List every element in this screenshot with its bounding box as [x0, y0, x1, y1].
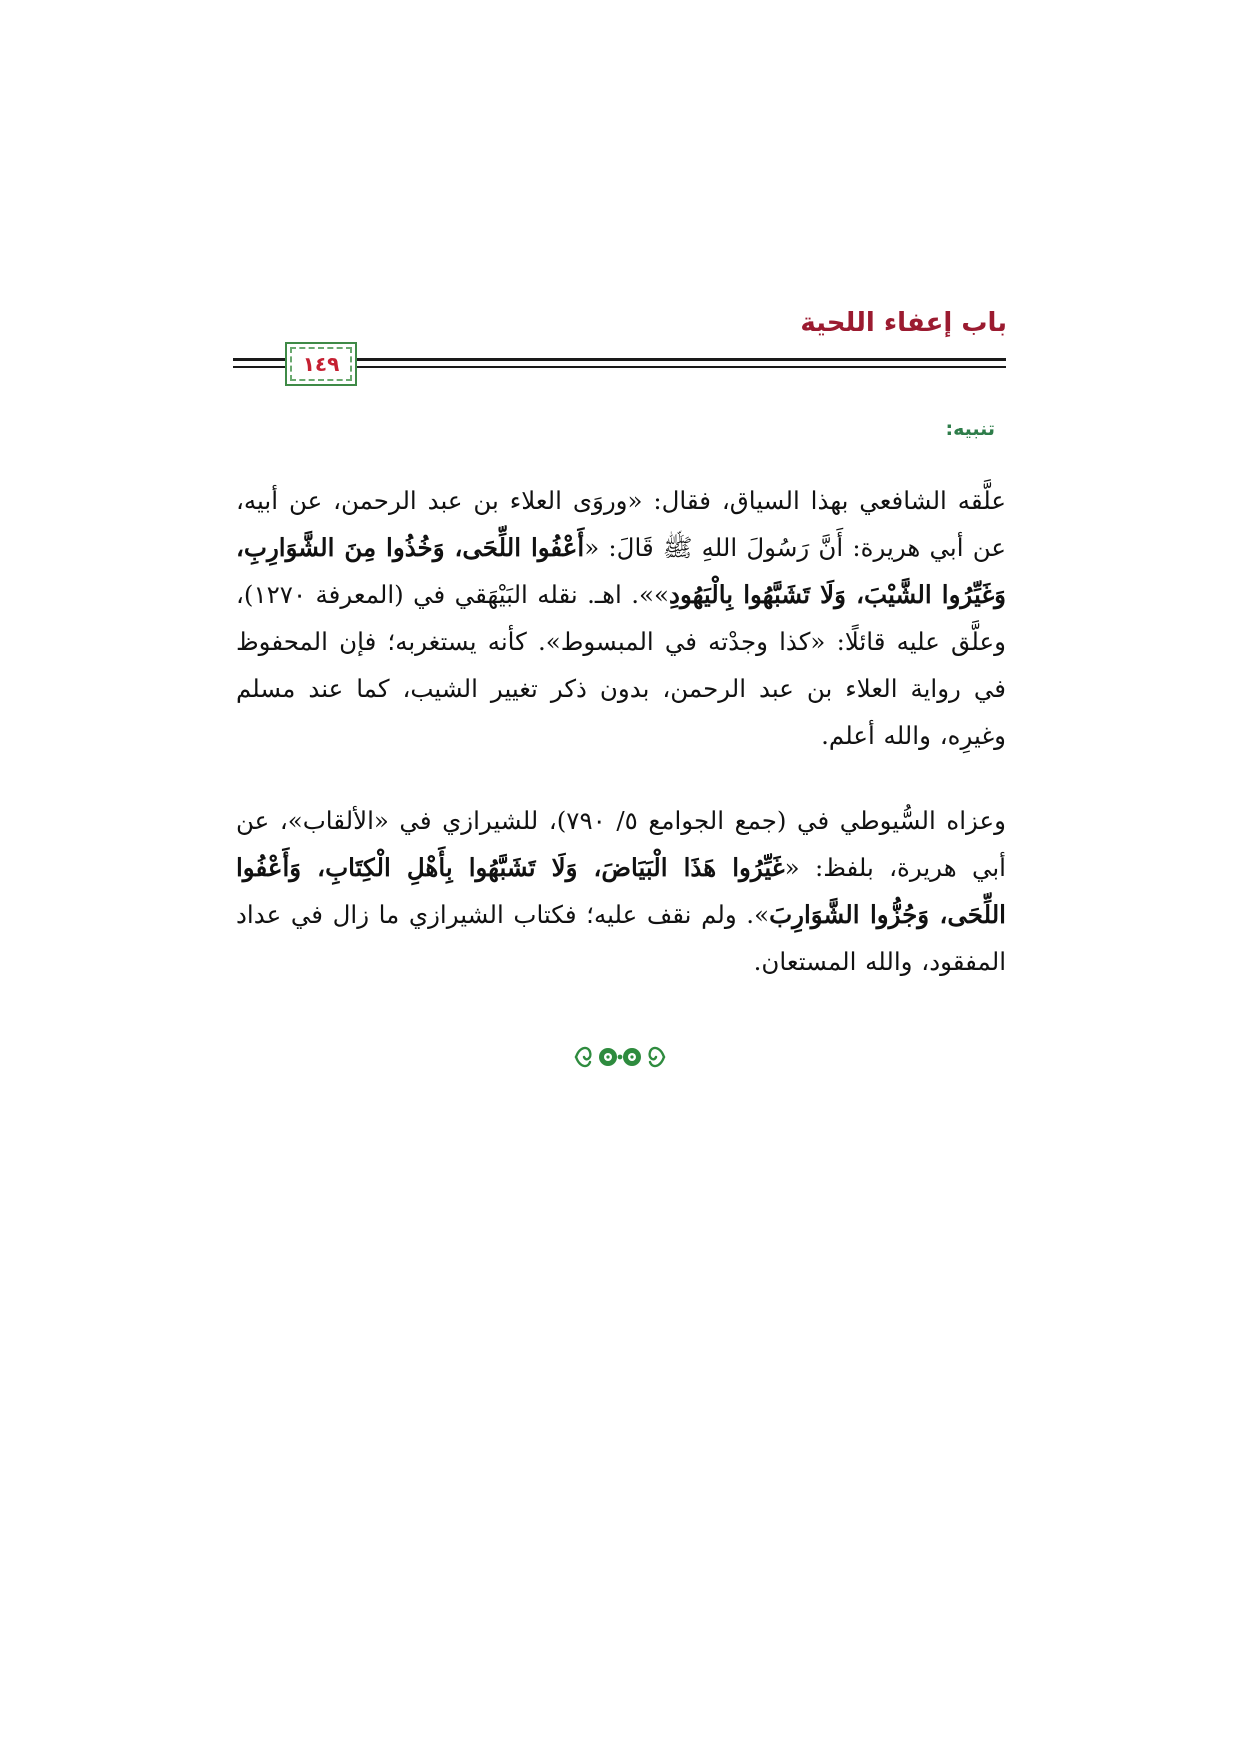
section-end-ornament-icon [570, 1040, 670, 1074]
paragraph-2 [236, 797, 1006, 985]
hadith-quote-2: غَيِّرُوا هَذَا الْبَيَاضَ، وَلَا تَشَبَّهُوا بِأَهْلِ الْكِتَابِ، وَأَعْفُوا اللِّحَى، وَجُزُّوا الشَّوَارِبَ [236, 853, 1006, 929]
hadith-quote-1: أَعْفُوا اللِّحَى، وَخُذُوا مِنَ الشَّوَارِبِ، وَغَيِّرُوا الشَّيْبَ، وَلَا تَشَبَّهُوا بِالْيَهُودِ [236, 533, 1006, 609]
chapter-title: باب إعفاء اللحية [800, 308, 1007, 338]
paragraph-1 [236, 477, 1006, 759]
paragraph-1-text-a: علَّقه الشافعي بهذا السياق، فقال: «وروَى العلاء بن عبد الرحمن، عن أبيه، عن أبي هريرة: أَنَّ رَسُولَ اللهِ ﷺ قَالَ: « [236, 486, 1006, 562]
page-number-badge [285, 342, 357, 386]
paragraph-1-text-b: »». اهـ. نقله البَيْهَقي في (المعرفة ١٢٧٠)، وعلَّق عليه قائلًا: «كذا وجدْته في المبسوط». كأنه يستغربه؛ فإن المحفوظ في رواية العلاء بن عبد الرحمن، بدون ذكر تغيير الشيب، كما عند مسلم وغيرِه، والله أعلم. [236, 580, 1006, 750]
page-number: ١٤٩ [290, 347, 352, 381]
paragraph-2-text-b: ». ولم نقف عليه؛ فكتاب الشيرازي ما زال في عداد المفقود، والله المستعان. [236, 900, 1006, 976]
note-heading: تنبيه: [945, 418, 995, 440]
paragraph-2-text-a: وعزاه السُّيوطي في (جمع الجوامع ٥/ ٧٩٠)، للشيرازي في «الألقاب»، عن أبي هريرة، بلفظ: « [236, 806, 1006, 882]
